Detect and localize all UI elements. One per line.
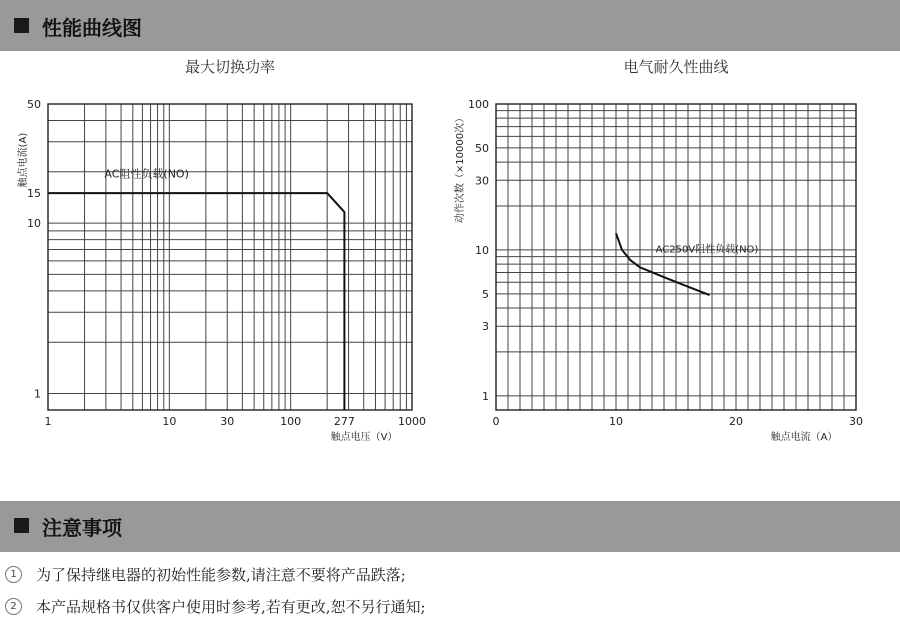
x-axis-label: 触点电流（A） — [770, 432, 838, 443]
y-axis-label: 触点电流(A) — [18, 132, 29, 188]
x-tick-label: 0 — [492, 415, 500, 428]
x-tick-label: 100 — [280, 415, 302, 428]
square-bullet-icon — [14, 518, 29, 533]
x-tick-label: 10 — [609, 415, 623, 428]
y-axis-label: 动作次数（×10000次） — [455, 112, 466, 224]
y-tick-label: 1 — [482, 389, 489, 403]
note-text: 为了保持继电器的初始性能参数,请注意不要将产品跌落; — [36, 566, 406, 584]
chart1-title: 最大切换功率 — [184, 58, 275, 76]
y-tick-label: 50 — [27, 98, 41, 111]
circled-number: 1 — [5, 566, 22, 583]
chart2-title: 电气耐久性曲线 — [623, 58, 729, 76]
section-title: 注意事项 — [42, 516, 122, 540]
series-label: AC250V阻性负载(NO) — [655, 244, 759, 256]
y-tick-label: 100 — [468, 98, 489, 111]
plot-frame — [48, 104, 412, 410]
x-tick-label: 30 — [849, 415, 863, 428]
x-tick-label: 30 — [220, 415, 235, 428]
x-tick-label: 10 — [162, 415, 177, 428]
x-tick-label: 20 — [729, 415, 743, 428]
section-title: 性能曲线图 — [42, 16, 142, 40]
y-tick-label: 10 — [27, 217, 41, 231]
x-tick-label: 1 — [44, 415, 52, 428]
x-axis-label: 触点电压（V） — [330, 432, 398, 443]
y-tick-label: 50 — [475, 141, 489, 155]
y-tick-label: 1 — [34, 387, 41, 401]
y-tick-label: 10 — [475, 243, 489, 257]
y-tick-label: 5 — [482, 287, 489, 301]
y-tick-label: 3 — [482, 320, 489, 334]
y-tick-label: 15 — [27, 187, 41, 201]
series-line — [48, 193, 344, 410]
note-text: 本产品规格书仅供客户使用时参考,若有更改,恕不另行通知; — [36, 598, 426, 616]
section-header-notes — [0, 501, 900, 552]
y-tick-label: 30 — [475, 174, 489, 188]
x-tick-label: 277 — [333, 415, 355, 428]
x-tick-label: 1000 — [398, 415, 426, 428]
series-label: AC阻性负载(NO) — [104, 167, 189, 181]
circled-number: 2 — [5, 598, 22, 615]
